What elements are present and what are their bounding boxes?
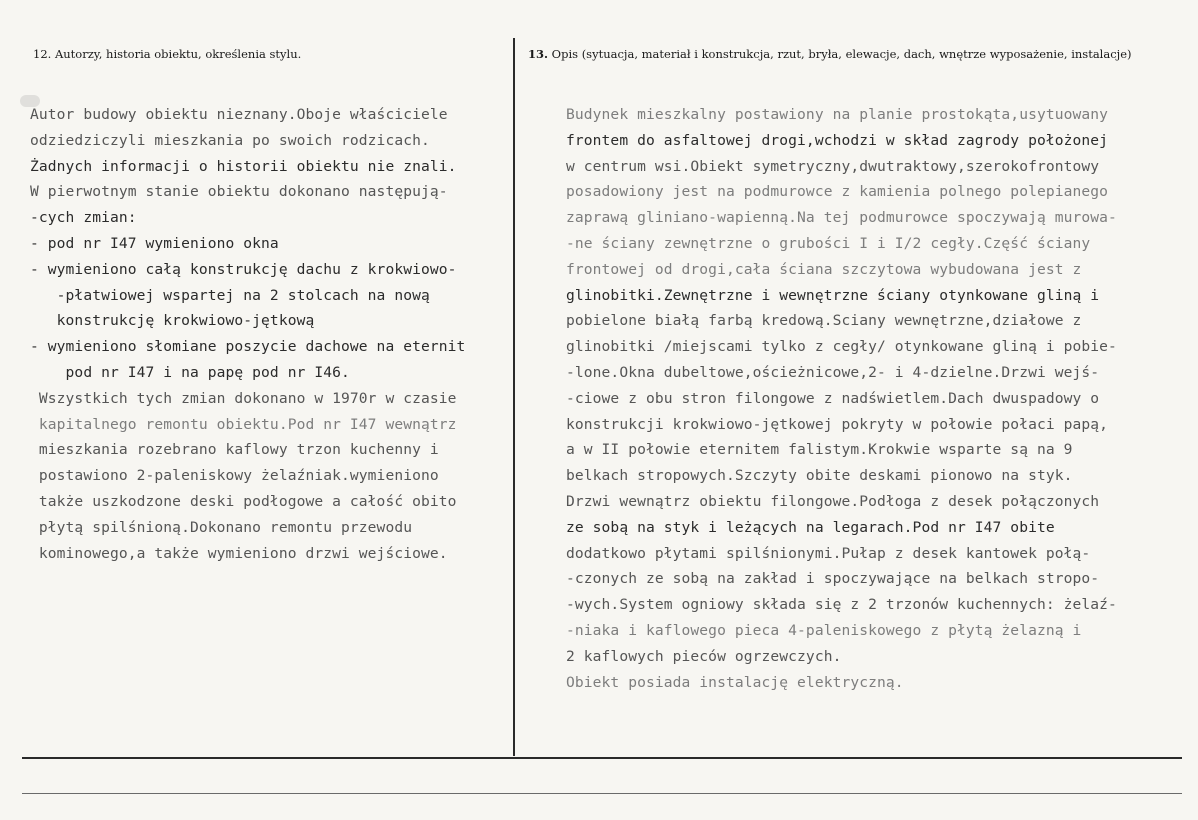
text-line: Autor budowy obiektu nieznany.Oboje właściciele [30,106,448,123]
text-line: płytą spilśnioną.Dokonano remontu przewodu [30,518,413,536]
text-line: -ciowe z obu stron filongowe z nadświetlem.Dach dwuspadowy o [566,389,1100,407]
text-line: -ne ściany zewnętrzne o grubości I i I/2 cegły.Część ściany [566,234,1091,252]
section-13-header [528,47,1132,61]
text-line: Budynek mieszkalny postawiony na planie prostokąta,usytuowany [566,106,1109,123]
text-line: posadowiony jest na podmurowce z kamienia polnego polepianego [566,183,1109,201]
text-line: mieszkania rozebrano kaflowy trzon kuchenny i [30,441,439,459]
text-line: Obiekt posiada instalację elektryczną. [566,673,904,691]
authors-history-text [30,102,465,566]
text-line: -płatwiowej wspartej na 2 stolcach na nową [30,286,430,304]
text-line: -czonych ze sobą na zakład i spoczywające na belkach stropo- [566,570,1100,588]
text-line: Wszystkich tych zmian dokonano w 1970r w czasie [30,389,457,407]
bottom-rule [22,757,1182,759]
text-line: zaprawą gliniano-wapienną.Na tej podmurowce spoczywają murowa- [566,209,1117,227]
text-line: -niaka i kaflowego pieca 4-paleniskowego z płytą żelazną i [566,621,1082,639]
text-line: dodatkowo płytami spilśnionymi.Pułap z desek kantowek połą- [566,544,1091,562]
text-line: ze sobą na styk i leżących na legarach.Pod nr I47 obite [566,518,1055,536]
column-divider [513,38,515,756]
text-line: 2 kaflowych pieców ogrzewczych. [566,647,842,665]
section-12-header: 12. Autorzy, historia obiektu, określenia stylu. [33,47,302,61]
text-line: pobielone białą farbą kredową.Sciany wewnętrzne,działowe z [566,312,1082,330]
text-line: odziedziczyli mieszkania po swoich rodzicach. [30,131,430,149]
section-13-number: 13. [528,47,549,61]
text-line: belkach stropowych.Szczyty obite deskami pionowo na styk. [566,467,1073,485]
text-line: W pierwotnym stanie obiektu dokonano następują- [30,183,448,201]
text-line: frontowej od drogi,cała ściana szczytowa wybudowana jest z [566,260,1082,278]
bottom-rule-secondary [22,793,1182,794]
text-line: frontem do asfaltowej drogi,wchodzi w skład zagrody położonej [566,131,1109,149]
text-line: - wymieniono całą konstrukcję dachu z krokwiowo- [30,260,457,278]
text-line: postawiono 2-paleniskowy żelaźniak.wymieniono [30,467,439,485]
description-text [566,102,1117,695]
text-line: -lone.Okna dubeltowe,ościeżnicowe,2- i 4-dzielne.Drzwi wejś- [566,363,1100,381]
text-line: pod nr I47 i na papę pod nr I46. [30,363,350,381]
text-line: kominowego,a także wymieniono drzwi wejściowe. [30,544,448,562]
text-line: kapitalnego remontu obiektu.Pod nr I47 wewnątrz [30,415,457,433]
text-line: glinobitki.Zewnętrzne i wewnętrzne ściany otynkowane gliną i [566,286,1100,304]
section-13-title: Opis (sytuacja, materiał i konstrukcja, rzut, bryła, elewacje, dach, wnętrze wyposażenie, instalacje) [551,47,1132,61]
text-line: - pod nr I47 wymieniono okna [30,234,279,252]
text-line: Żadnych informacji o historii obiektu nie znali. [30,157,457,175]
text-line: Drzwi wewnątrz obiektu filongowe.Podłoga z desek połączonych [566,492,1100,510]
text-line: także uszkodzone deski podłogowe a całość obito [30,492,457,510]
text-line: -wych.System ogniowy składa się z 2 trzonów kuchennych: żelaź- [566,596,1117,614]
text-line: konstrukcję krokwiowo-jętkową [30,312,315,330]
text-line: a w II połowie eternitem falistym.Krokwie wsparte są na 9 [566,441,1073,459]
text-line: - wymieniono słomiane poszycie dachowe na eternit [30,338,466,356]
text-line: konstrukcji krokwiowo-jętkowej pokryty w połowie połaci papą, [566,415,1109,433]
text-line: -cych zmian: [30,209,137,227]
text-line: w centrum wsi.Obiekt symetryczny,dwutraktowy,szerokofrontowy [566,157,1100,175]
text-line: glinobitki /miejscami tylko z cegły/ otynkowane gliną i pobie- [566,338,1117,356]
